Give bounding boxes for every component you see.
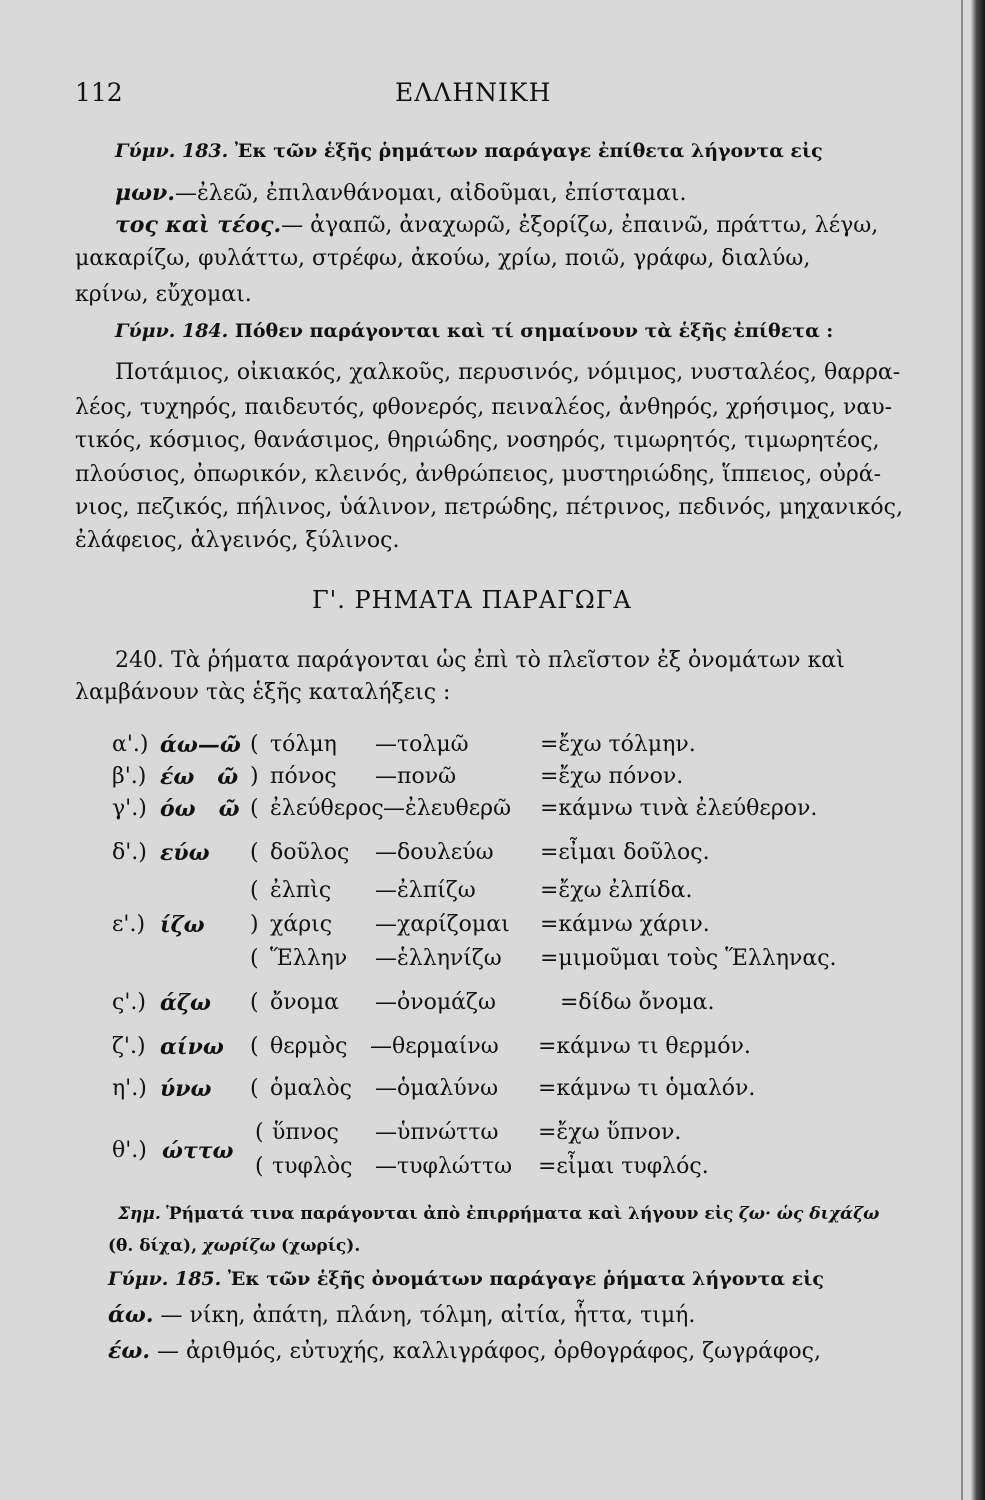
- row-brace: (: [255, 1154, 264, 1179]
- note-text: (χωρίς).: [280, 1236, 361, 1256]
- row-label: β'.): [112, 764, 147, 789]
- row-noun: χάρις: [270, 912, 333, 937]
- row-brace: ): [250, 912, 259, 937]
- exercise-183-text: Ἐκ τῶν ἑξῆς ῥημάτων παράγαγε ἐπίθετα λήγοντα εἰς: [234, 140, 823, 162]
- row-verb: —χαρίζομαι: [375, 912, 510, 937]
- page-number: 112: [75, 78, 123, 107]
- row-noun: τυφλὸς: [272, 1154, 353, 1179]
- row-ending: ίζω: [160, 912, 205, 938]
- note-line-1: [118, 1204, 879, 1224]
- row-ending: αίνω: [160, 1034, 224, 1060]
- exercise-184-line: ἐλάφειος, ἀλγεινός, ξύλινος.: [75, 528, 400, 553]
- exercise-184-line: λέος, τυχηρός, παιδευτός, φθονερός, πειναλέος, ἀνθηρός, χρήσιμος, ναυ-: [75, 395, 892, 420]
- row-brace: (: [250, 796, 259, 821]
- row-verb: —θερμαίνω: [370, 1034, 499, 1059]
- row-ending: ύνω: [160, 1076, 212, 1102]
- row-label: δ'.): [112, 840, 147, 865]
- row-brace: (: [255, 1120, 264, 1145]
- row-verb: —ὁμαλύνω: [375, 1076, 499, 1101]
- exercise-184-text: Πόθεν παράγονται καὶ τί σημαίνουν τὰ ἑξῆς ἐπίθετα :: [234, 320, 834, 342]
- row-label: ζ'.): [112, 1034, 146, 1059]
- row-ending-theta: ώττω: [162, 1138, 234, 1164]
- page-header: [75, 78, 905, 118]
- row-noun: τόλμη: [270, 732, 337, 757]
- row-verb: —δουλεύω: [375, 840, 494, 865]
- exercise-185-line-1: [108, 1302, 695, 1328]
- note-text: Ῥήματά τινα παράγονται ἀπὸ ἐπιρρήματα καὶ λήγουν εἰς: [166, 1204, 734, 1224]
- row-ending: άζω: [160, 990, 211, 1016]
- row-verb: —ὑπνώττω: [375, 1120, 499, 1145]
- row-noun: δοῦλος: [270, 840, 350, 865]
- line-text: — νίκη, ἀπάτη, πλάνη, τόλμη, αἰτία, ἧττα, τιμή.: [160, 1303, 696, 1328]
- exercise-185-text: Ἐκ τῶν ἑξῆς ὀνομάτων παράγαγε ῥήματα λήγοντα εἰς: [227, 1268, 824, 1290]
- row-noun: θερμὸς: [270, 1034, 348, 1059]
- row-ending: όω ῶ: [160, 796, 240, 822]
- row-verb: —ἑλληνίζω: [375, 946, 502, 971]
- exercise-183-line-1: [115, 180, 686, 206]
- row-meaning: =ἔχω πόνον.: [540, 764, 684, 789]
- exercise-184-line: πλούσιος, ὀπωρικόν, κλεινός, ἀνθρώπειος, μυστηριώδης, ἵππειος, οὐρά-: [75, 462, 882, 487]
- ending-eo: έω.: [108, 1338, 150, 1364]
- exercise-183-label: Γύμν. 183.: [115, 140, 229, 162]
- line-text: —ἐλεῶ, ἐπιλανθάνομαι, αἰδοῦμαι, ἐπίσταμαι.: [174, 181, 687, 206]
- row-verb: —τυφλώττω: [375, 1154, 513, 1179]
- row-noun: Ἕλλην: [270, 946, 348, 971]
- ending-mon: μων.: [115, 180, 175, 206]
- row-meaning: =ἔχω ὕπνον.: [538, 1120, 682, 1145]
- row-brace: (: [250, 840, 259, 865]
- page-gutter-line: [961, 0, 963, 1500]
- row-meaning: =ἔχω ἐλπίδα.: [540, 878, 693, 903]
- paragraph-240-line-2: λαμβάνουν τὰς ἑξῆς καταλήξεις :: [75, 680, 451, 705]
- note-example: χωρίζω: [202, 1236, 276, 1256]
- row-verb: —ἐλευθερῶ: [383, 796, 512, 821]
- note-label: Σημ.: [118, 1204, 161, 1224]
- line-text: — ἀγαπῶ, ἀναχωρῶ, ἐξορίζω, ἐπαινῶ, πράττω, λέγω,: [281, 213, 879, 238]
- row-noun: ἐλεύθερος: [270, 796, 384, 821]
- exercise-184-label: Γύμν. 184.: [115, 320, 229, 342]
- row-meaning: =δίδω ὄνομα.: [560, 990, 715, 1015]
- row-meaning: =μιμοῦμαι τοὺς Ἕλληνας.: [540, 946, 837, 971]
- ending-ao: άω.: [108, 1302, 154, 1328]
- note-text: (θ. δίχα),: [108, 1236, 198, 1256]
- note-example: ζω· ὡς διχάζω: [738, 1204, 880, 1224]
- row-brace: (: [250, 990, 259, 1015]
- line-text: — ἀριθμός, εὐτυχής, καλλιγράφος, ὀρθογράφος, ζωγράφος,: [156, 1339, 821, 1364]
- row-ending: εύω: [160, 840, 210, 866]
- page-edge-shadow: [971, 0, 985, 1500]
- row-verb: —τολμῶ: [375, 732, 469, 757]
- exercise-184-line: τικός, κόσμιος, θανάσιμος, θηριώδης, νοσηρός, τιμωρητός, τιμωρητέος,: [75, 428, 880, 453]
- row-ending: άω—ῶ: [160, 732, 241, 758]
- exercise-185-instruction: [108, 1268, 824, 1290]
- row-verb: —ὀνομάζω: [375, 990, 496, 1015]
- row-meaning: =κάμνω τινὰ ἐλεύθερον.: [540, 796, 818, 821]
- exercise-185-line-2: [108, 1338, 821, 1364]
- ending-tos-teos: τος καὶ τέος.: [115, 212, 282, 238]
- section-heading: Γ'. ΡΗΜΑΤΑ ΠΑΡΑΓΩΓΑ: [312, 586, 632, 614]
- row-noun: ὕπνος: [272, 1120, 339, 1145]
- row-brace: (: [250, 732, 259, 757]
- row-meaning: =εἶμαι δοῦλος.: [540, 840, 710, 865]
- row-meaning: =εἶμαι τυφλός.: [538, 1154, 709, 1179]
- exercise-184-instruction: [115, 320, 833, 342]
- row-label: ς'.): [112, 990, 146, 1015]
- row-noun: ὄνομα: [270, 990, 340, 1015]
- exercise-184-line: νιος, πεζικός, πήλινος, ὑάλινον, πετρώδης, πέτρινος, πεδινός, μηχανικός,: [75, 495, 903, 520]
- exercise-183-line-2: [115, 212, 878, 238]
- row-brace: (: [250, 1034, 259, 1059]
- row-ending: έω ῶ: [160, 764, 239, 790]
- row-noun: ἐλπὶς: [270, 878, 332, 903]
- exercise-183-line-3: μακαρίζω, φυλάττω, στρέφω, ἀκούω, χρίω, ποιῶ, γράφω, διαλύω,: [75, 246, 811, 271]
- row-noun: ὁμαλὸς: [270, 1076, 352, 1101]
- row-brace: ): [250, 764, 259, 789]
- row-label: α'.): [112, 732, 149, 757]
- row-label-theta: θ'.): [112, 1138, 147, 1163]
- row-verb: —πονῶ: [375, 764, 457, 789]
- row-meaning: =κάμνω χάριν.: [540, 912, 710, 937]
- exercise-183-instruction: [115, 140, 823, 162]
- row-meaning: =κάμνω τι θερμόν.: [538, 1034, 751, 1059]
- row-meaning: =ἔχω τόλμην.: [540, 732, 696, 757]
- paragraph-240-line-1: 240. Τὰ ῥήματα παράγονται ὡς ἐπὶ τὸ πλεῖστον ἐξ ὀνομάτων καὶ: [115, 648, 845, 673]
- running-title: ΕΛΛΗΝΙΚΗ: [395, 78, 552, 107]
- row-brace: (: [250, 878, 259, 903]
- note-line-2: [108, 1236, 360, 1256]
- exercise-185-label: Γύμν. 185.: [108, 1268, 222, 1290]
- row-brace: (: [250, 1076, 259, 1101]
- exercise-184-line: Ποτάμιος, οἰκιακός, χαλκοῦς, περυσινός, νόμιμος, νυσταλέος, θαρρα-: [115, 360, 901, 385]
- row-meaning: =κάμνω τι ὁμαλόν.: [538, 1076, 756, 1101]
- row-label: η'.): [112, 1076, 147, 1101]
- row-brace: (: [250, 946, 259, 971]
- row-verb: —ἐλπίζω: [375, 878, 476, 903]
- exercise-183-line-4: κρίνω, εὔχομαι.: [75, 282, 252, 307]
- row-label: ε'.): [112, 912, 146, 937]
- row-label: γ'.): [112, 796, 147, 821]
- row-noun: πόνος: [270, 764, 337, 789]
